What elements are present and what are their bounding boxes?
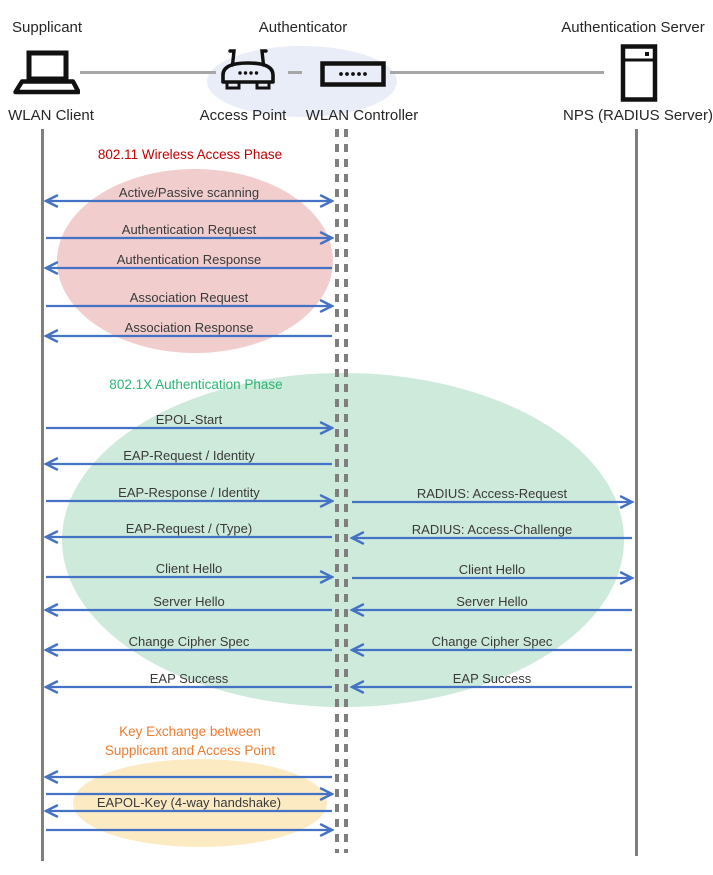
message-label: EAP-Response / Identity xyxy=(118,485,260,500)
message-label: EAP Success xyxy=(149,671,229,686)
message-label: EAP-Request / (Type) xyxy=(125,521,253,536)
message-label: Association Response xyxy=(124,320,254,335)
connector-line-left xyxy=(80,71,216,74)
device-label-access-point: Access Point xyxy=(199,107,287,124)
laptop-icon xyxy=(12,50,80,96)
lifeline-wlan-controller-left xyxy=(335,129,339,853)
role-label-supplicant: Supplicant xyxy=(12,19,83,36)
device-label-wlan-controller: WLAN Controller xyxy=(305,107,419,124)
message-label: RADIUS: Access-Request xyxy=(416,486,568,501)
phase-ellipse-key-exchange xyxy=(73,759,327,847)
lifeline-wlan-controller-right xyxy=(344,129,348,853)
connector-line-right xyxy=(390,71,604,74)
message-label: Client Hello xyxy=(155,561,223,576)
phase-ellipse-8021x-authentication xyxy=(62,373,624,707)
message-label: EAP Success xyxy=(452,671,532,686)
message-label: Authentication Request xyxy=(121,222,257,237)
message-label: EPOL-Start xyxy=(155,412,223,427)
phase-title-key-exchange-line1: Key Exchange between xyxy=(119,724,261,739)
role-label-authenticator: Authenticator xyxy=(258,19,348,36)
message-label: EAPOL-Key (4-way handshake) xyxy=(96,795,282,810)
phase-ellipse-80211-wireless-access xyxy=(57,169,333,353)
message-label: Server Hello xyxy=(456,594,528,609)
access-point-icon xyxy=(218,48,278,92)
message-label: EAP-Request / Identity xyxy=(123,448,255,463)
message-label: Active/Passive scanning xyxy=(118,185,260,200)
wlan-controller-icon xyxy=(320,61,386,87)
message-label: Change Cipher Spec xyxy=(431,634,553,649)
phase-title-80211-wireless-access: 802.11 Wireless Access Phase xyxy=(97,147,283,162)
connector-line-middle xyxy=(288,71,302,74)
lifeline-nps-server xyxy=(635,129,638,856)
message-label: Authentication Response xyxy=(116,252,262,267)
message-label: RADIUS: Access-Challenge xyxy=(411,522,573,537)
phase-title-key-exchange xyxy=(105,722,275,760)
device-label-nps-radius-server: NPS (RADIUS Server) xyxy=(562,107,713,124)
phase-title-key-exchange-line2: Supplicant and Access Point xyxy=(104,743,276,758)
message-label: Change Cipher Spec xyxy=(128,634,250,649)
server-icon xyxy=(620,44,658,102)
message-label: Association Request xyxy=(129,290,249,305)
message-label: Client Hello xyxy=(458,562,526,577)
message-label: Server Hello xyxy=(153,594,225,609)
phase-title-8021x-authentication: 802.1X Authentication Phase xyxy=(109,377,283,392)
lifeline-wlan-client xyxy=(41,129,44,861)
role-label-authentication-server: Authentication Server xyxy=(561,19,705,36)
device-label-wlan-client: WLAN Client xyxy=(8,107,94,124)
